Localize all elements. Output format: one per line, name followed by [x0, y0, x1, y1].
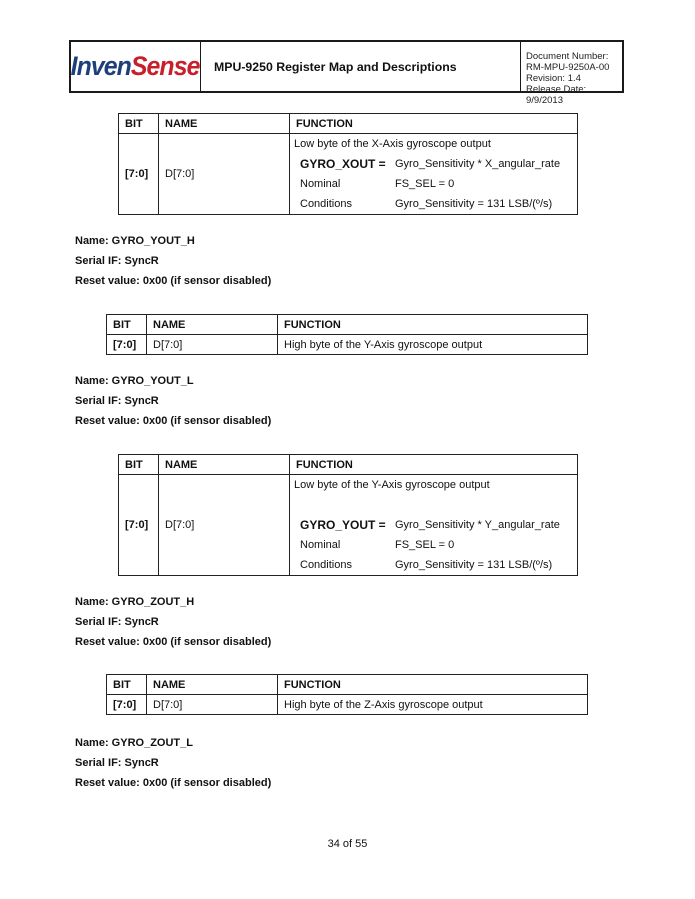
name-cell: D[7:0]	[147, 695, 278, 715]
name-cell: D[7:0]	[159, 134, 290, 215]
formula-grid: GYRO_YOUT = Gyro_Sensitivity * Y_angular_rate Nominal FS_SEL = 0 Conditions Gyro_Sensitivity = 131 LSB/(º/s)	[300, 518, 560, 571]
function-cell	[290, 475, 578, 576]
register-meta-yout-l	[75, 371, 271, 431]
document-number: Document Number: RM-MPU-9250A-00	[526, 51, 610, 73]
register-meta-zout-l	[75, 733, 271, 793]
col-function: FUNCTION	[278, 675, 588, 695]
release-date: Release Date: 9/9/2013	[526, 84, 587, 106]
formula-grid: GYRO_XOUT = Gyro_Sensitivity * X_angular_rate Nominal FS_SEL = 0 Conditions Gyro_Sensitivity = 131 LSB/(º/s)	[300, 157, 561, 210]
col-name: NAME	[159, 114, 290, 134]
function-desc: Low byte of the Y-Axis gyroscope output	[294, 479, 490, 491]
col-name: NAME	[147, 315, 278, 335]
function-desc: Low byte of the X-Axis gyroscope output	[294, 138, 491, 150]
col-function: FUNCTION	[290, 455, 578, 475]
register-table-xout-l	[118, 113, 578, 215]
page-number: 34 of 55	[327, 838, 368, 850]
register-name: Name: GYRO_ZOUT_H	[75, 596, 195, 608]
table-row	[119, 134, 578, 215]
table-header-row	[119, 114, 578, 134]
col-bit: BIT	[107, 675, 147, 695]
register-table-yout-h	[106, 314, 588, 355]
col-bit: BIT	[107, 315, 147, 335]
table-header-row	[107, 675, 588, 695]
reset-value: Reset value: 0x00 (if sensor disabled)	[75, 777, 272, 789]
table-header-row	[119, 455, 578, 475]
serial-if: Serial IF: SyncR	[75, 757, 159, 769]
register-name: Name: GYRO_YOUT_H	[75, 235, 195, 247]
logo-cell	[71, 42, 201, 91]
function-cell	[290, 134, 578, 215]
document-title: MPU-9250 Register Map and Descriptions	[201, 42, 521, 91]
page-header	[69, 40, 624, 106]
function-cell: High byte of the Y-Axis gyroscope output	[278, 335, 588, 355]
register-meta-zout-h	[75, 592, 271, 652]
serial-if: Serial IF: SyncR	[75, 255, 159, 267]
bit-cell: [7:0]	[107, 695, 147, 715]
reset-value: Reset value: 0x00 (if sensor disabled)	[75, 415, 272, 427]
table-row	[119, 475, 578, 576]
reset-value: Reset value: 0x00 (if sensor disabled)	[75, 275, 272, 287]
col-function: FUNCTION	[290, 114, 578, 134]
serial-if: Serial IF: SyncR	[75, 395, 159, 407]
name-cell: D[7:0]	[159, 475, 290, 576]
col-name: NAME	[159, 455, 290, 475]
col-name: NAME	[147, 675, 278, 695]
invensense-logo: InvenSense	[71, 51, 200, 81]
document-meta	[521, 42, 622, 106]
reset-value: Reset value: 0x00 (if sensor disabled)	[75, 636, 272, 648]
table-header-row	[107, 315, 588, 335]
name-cell: D[7:0]	[147, 335, 278, 355]
function-cell: High byte of the Z-Axis gyroscope output	[278, 695, 588, 715]
table-row	[107, 695, 588, 715]
register-table-zout-h	[106, 674, 588, 715]
register-table-yout-l	[118, 454, 578, 576]
register-name: Name: GYRO_YOUT_L	[75, 375, 194, 387]
revision: Revision: 1.4	[526, 73, 581, 84]
register-meta-yout-h	[75, 231, 271, 291]
col-function: FUNCTION	[278, 315, 588, 335]
table-row	[107, 335, 588, 355]
bit-cell: [7:0]	[119, 134, 159, 215]
bit-cell: [7:0]	[119, 475, 159, 576]
col-bit: BIT	[119, 455, 159, 475]
serial-if: Serial IF: SyncR	[75, 616, 159, 628]
col-bit: BIT	[119, 114, 159, 134]
bit-cell: [7:0]	[107, 335, 147, 355]
register-name: Name: GYRO_ZOUT_L	[75, 737, 193, 749]
